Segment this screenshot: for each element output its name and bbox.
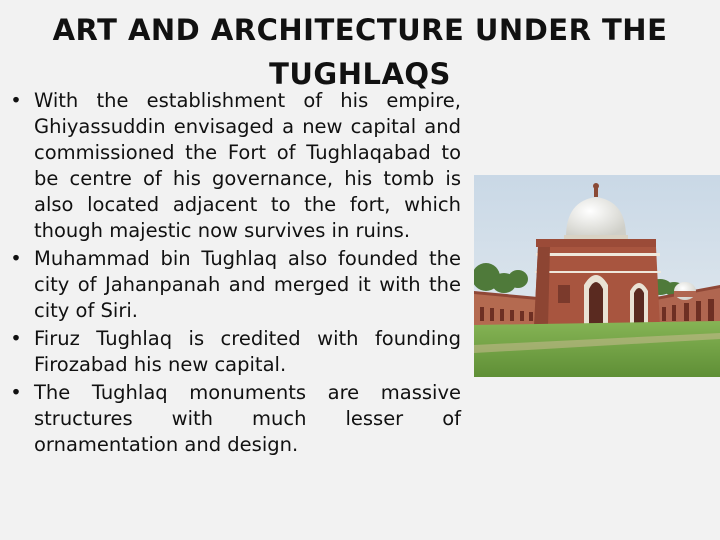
bullet-marker: • xyxy=(10,327,22,350)
bullet-marker: • xyxy=(10,89,22,112)
bullet-item xyxy=(6,380,461,458)
slide-title-line-2: TUGHLAQS xyxy=(269,57,451,91)
bullet-marker: • xyxy=(10,381,22,404)
bullet-item xyxy=(6,326,461,378)
slide-title xyxy=(40,8,680,96)
bullet-text: Firuz Tughlaq is credited with founding Firozabad his new capital. xyxy=(34,327,461,376)
bullet-text: The Tughlaq monuments are massive structures with much lesser of ornamentation and design. xyxy=(34,381,461,456)
tomb-photo xyxy=(474,175,720,377)
slide-title-line-1: ART AND ARCHITECTURE UNDER THE xyxy=(52,13,668,47)
bullet-text: Muhammad bin Tughlaq also founded the city of Jahanpanah and merged it with the city of Siri. xyxy=(34,247,461,322)
small-dome xyxy=(674,282,696,300)
tomb-illustration xyxy=(474,175,720,377)
bullet-list xyxy=(6,88,461,460)
bullet-marker: • xyxy=(10,247,22,270)
bullet-text: With the establishment of his empire, Ghiyassuddin envisaged a new capital and commissioned the Fort of Tughlaqabad to be centre of his governance, his tomb is also located adjacent to the fort, which though majestic now survives in ruins. xyxy=(34,89,461,242)
bullet-item xyxy=(6,88,461,244)
bullet-item xyxy=(6,246,461,324)
